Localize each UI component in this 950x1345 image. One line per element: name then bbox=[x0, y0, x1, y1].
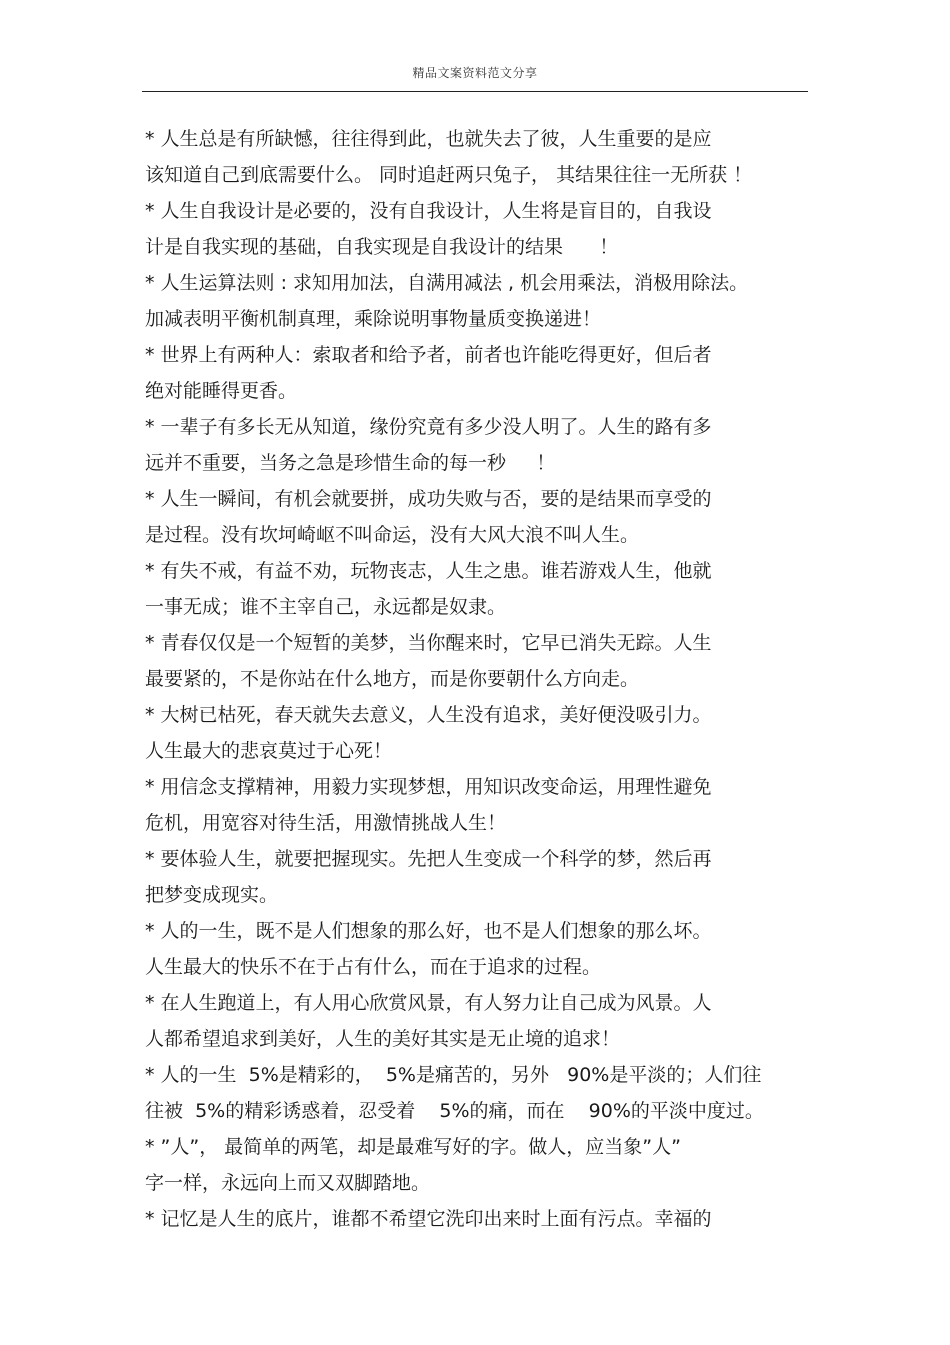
text-line: * ”人”， 最简单的两笔，却是最难写好的字。做人，应当象”人” bbox=[145, 1136, 681, 1158]
text-line: * 世界上有两种人：索取者和给予者，前者也许能吃得更好，但后者 bbox=[145, 344, 712, 366]
text-line: * 人的一生 5%是精彩的， 5%是痛苦的，另外 90%是平淡的；人们往 bbox=[145, 1064, 762, 1086]
text-line: 计是自我实现的基础，自我实现是自我设计的结果 ！ bbox=[145, 236, 619, 258]
text-line: * 记忆是人生的底片，谁都不希望它洗印出来时上面有污点。幸福的 bbox=[145, 1208, 712, 1230]
text-line: 人都希望追求到美好，人生的美好其实是无止境的追求！ bbox=[145, 1028, 621, 1050]
text-line: 远并不重要，当务之急是珍惜生命的每一秒 ！ bbox=[145, 452, 556, 474]
text-line: 危机，用宽容对待生活，用激情挑战人生！ bbox=[145, 812, 507, 834]
text-line: 一事无成；谁不主宰自己，永远都是奴隶。 bbox=[145, 596, 507, 618]
text-line: * 人生一瞬间，有机会就要拼，成功失败与否，要的是结果而享受的 bbox=[145, 488, 712, 510]
text-line: * 人生运算法则 : 求知用加法，自满用减法 , 机会用乘法，消极用除法。 bbox=[145, 272, 749, 294]
text-line: 该知道自己到底需要什么。 同时追赶两只兔子， 其结果往往一无所获 ！ bbox=[145, 164, 753, 186]
text-line: 加减表明平衡机制真理，乘除说明事物量质变换递进！ bbox=[145, 308, 602, 330]
header-divider bbox=[142, 91, 808, 92]
text-line: * 用信念支撑精神，用毅力实现梦想，用知识改变命运，用理性避免 bbox=[145, 776, 712, 798]
text-line: 把梦变成现实。 bbox=[145, 884, 279, 906]
text-line: * 人的一生，既不是人们想象的那么好，也不是人们想象的那么坏。 bbox=[145, 920, 712, 942]
text-line: 最要紧的，不是你站在什么地方，而是你要朝什么方向走。 bbox=[145, 668, 640, 690]
text-line: 往被 5%的精彩诱惑着，忍受着 5%的痛，而在 90%的平淡中度过。 bbox=[145, 1100, 764, 1122]
text-line: * 青春仅仅是一个短暂的美梦，当你醒来时，它早已消失无踪。人生 bbox=[145, 632, 712, 654]
text-line: 人生最大的悲哀莫过于心死！ bbox=[145, 740, 393, 762]
text-line: * 人生总是有所缺憾，往往得到此，也就失去了彼，人生重要的是应 bbox=[145, 128, 712, 150]
document-body bbox=[145, 121, 825, 1237]
page-header: 精品文案资料范文分享 bbox=[412, 66, 538, 80]
text-line: 人生最大的快乐不在于占有什么，而在于追求的过程。 bbox=[145, 956, 602, 978]
text-line: 是过程。没有坎坷崎岖不叫命运，没有大风大浪不叫人生。 bbox=[145, 524, 640, 546]
text-line: * 有失不戒，有益不劝，玩物丧志，人生之患。谁若游戏人生，他就 bbox=[145, 560, 712, 582]
text-line: * 一辈子有多长无从知道，缘份究竟有多少没人明了。人生的路有多 bbox=[145, 416, 712, 438]
text-line: * 在人生跑道上，有人用心欣赏风景，有人努力让自己成为风景。人 bbox=[145, 992, 712, 1014]
text-line: * 大树已枯死，春天就失去意义，人生没有追求，美好便没吸引力。 bbox=[145, 704, 712, 726]
text-line: 字一样，永远向上而又双脚踏地。 bbox=[145, 1172, 431, 1194]
text-line: 绝对能睡得更香。 bbox=[145, 380, 298, 402]
text-line: * 人生自我设计是必要的，没有自我设计，人生将是盲目的，自我设 bbox=[145, 200, 712, 222]
text-line: * 要体验人生，就要把握现实。先把人生变成一个科学的梦，然后再 bbox=[145, 848, 712, 870]
